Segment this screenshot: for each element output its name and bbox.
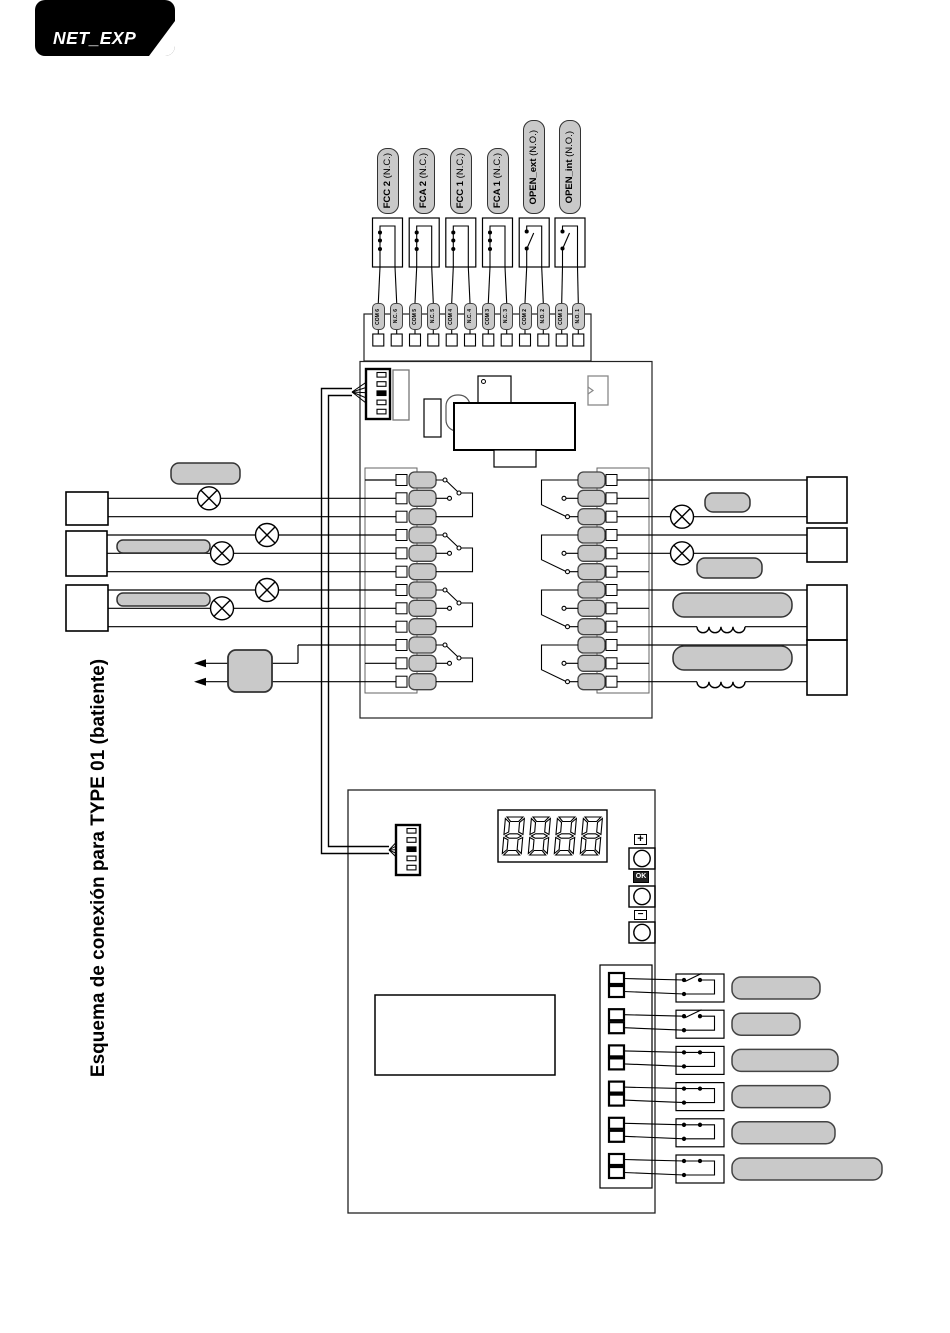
relay-outputs-right xyxy=(542,472,618,690)
lamp-icon xyxy=(256,524,279,547)
blank-label xyxy=(732,1013,800,1035)
terminal-label-com4: COM 4 xyxy=(445,303,458,330)
plus-key-icon[interactable]: + xyxy=(634,834,647,845)
board-connector xyxy=(366,369,390,419)
terminal-label-com2: COM 2 xyxy=(519,303,532,330)
blank-label xyxy=(117,593,210,606)
blank-label xyxy=(732,1049,838,1071)
lamp-icon xyxy=(198,487,221,510)
arrow-left-icon xyxy=(194,678,206,686)
motor-coil-icon xyxy=(697,627,745,633)
relay-block xyxy=(375,995,555,1075)
terminal-label-com5: COM 5 xyxy=(409,303,422,330)
board-connector xyxy=(396,825,420,875)
input-label-fca1: FCA 1(N.C.) xyxy=(487,148,509,214)
terminal-label-nc6: N.C. 6 xyxy=(390,303,403,330)
page-title: Esquema de conexión para TYPE 01 (batiente) xyxy=(88,658,109,1078)
terminal-label-no1: N.O. 1 xyxy=(572,303,585,330)
relay-outputs-left xyxy=(396,472,473,690)
blank-label xyxy=(673,593,792,617)
output-rows xyxy=(609,973,882,1183)
device-box xyxy=(807,640,847,695)
blank-label xyxy=(117,540,210,553)
power-supply-box xyxy=(228,650,272,692)
blank-label xyxy=(732,1122,835,1144)
input-label-open-int: OPEN_int(N.O.) xyxy=(559,120,581,214)
blank-label xyxy=(673,646,792,670)
blank-label xyxy=(732,1086,830,1108)
terminal-label-com6: COM 6 xyxy=(372,303,385,330)
logo-text: NET_EXP xyxy=(53,28,137,48)
terminal-label-nc3: N.C. 3 xyxy=(500,303,513,330)
input-label-fcc1: FCC 1(N.C.) xyxy=(450,148,472,214)
device-box xyxy=(66,531,107,576)
blank-label xyxy=(705,493,750,512)
output-terminal-block xyxy=(600,965,652,1188)
device-box xyxy=(807,585,847,640)
device-box xyxy=(807,477,847,523)
minus-button[interactable] xyxy=(629,922,655,943)
lamp-icon xyxy=(671,505,694,528)
display-board xyxy=(348,790,655,1213)
ok-button[interactable] xyxy=(629,886,655,907)
terminal-label-com1: COM 1 xyxy=(555,303,568,330)
ic-socket xyxy=(393,370,409,420)
device-box xyxy=(66,585,108,631)
blank-label xyxy=(171,463,240,484)
terminal-label-com3: COM 3 xyxy=(482,303,495,330)
net-exp-logo xyxy=(35,0,175,56)
blank-label xyxy=(697,558,762,578)
device-box xyxy=(807,528,847,562)
input-label-fcc2: FCC 2(N.C.) xyxy=(377,148,399,214)
terminal-label-nc5: N.C. 5 xyxy=(427,303,440,330)
arrow-left-icon xyxy=(194,659,206,667)
terminal-label-nc4: N.C. 4 xyxy=(464,303,477,330)
input-label-fca2: FCA 2(N.C.) xyxy=(413,148,435,214)
motor-coil-icon xyxy=(697,682,745,688)
logo-wedge xyxy=(149,21,175,56)
lamp-icon xyxy=(211,597,234,620)
terminal-label-no2: N.O. 2 xyxy=(537,303,550,330)
blank-label xyxy=(732,1158,882,1180)
input-label-open-ext: OPEN_ext(N.O.) xyxy=(523,120,545,214)
device-box xyxy=(66,492,108,525)
lamp-icon xyxy=(256,579,279,602)
blank-label xyxy=(732,977,820,999)
seven-segment-display xyxy=(498,810,607,862)
ok-key-icon[interactable]: OK xyxy=(633,871,649,883)
lamp-icon xyxy=(671,542,694,565)
lamp-icon xyxy=(211,542,234,565)
minus-key-icon[interactable]: − xyxy=(634,910,647,920)
input-switch-symbols xyxy=(373,218,586,303)
mcu-chip xyxy=(454,403,575,450)
plus-button[interactable] xyxy=(629,848,655,869)
